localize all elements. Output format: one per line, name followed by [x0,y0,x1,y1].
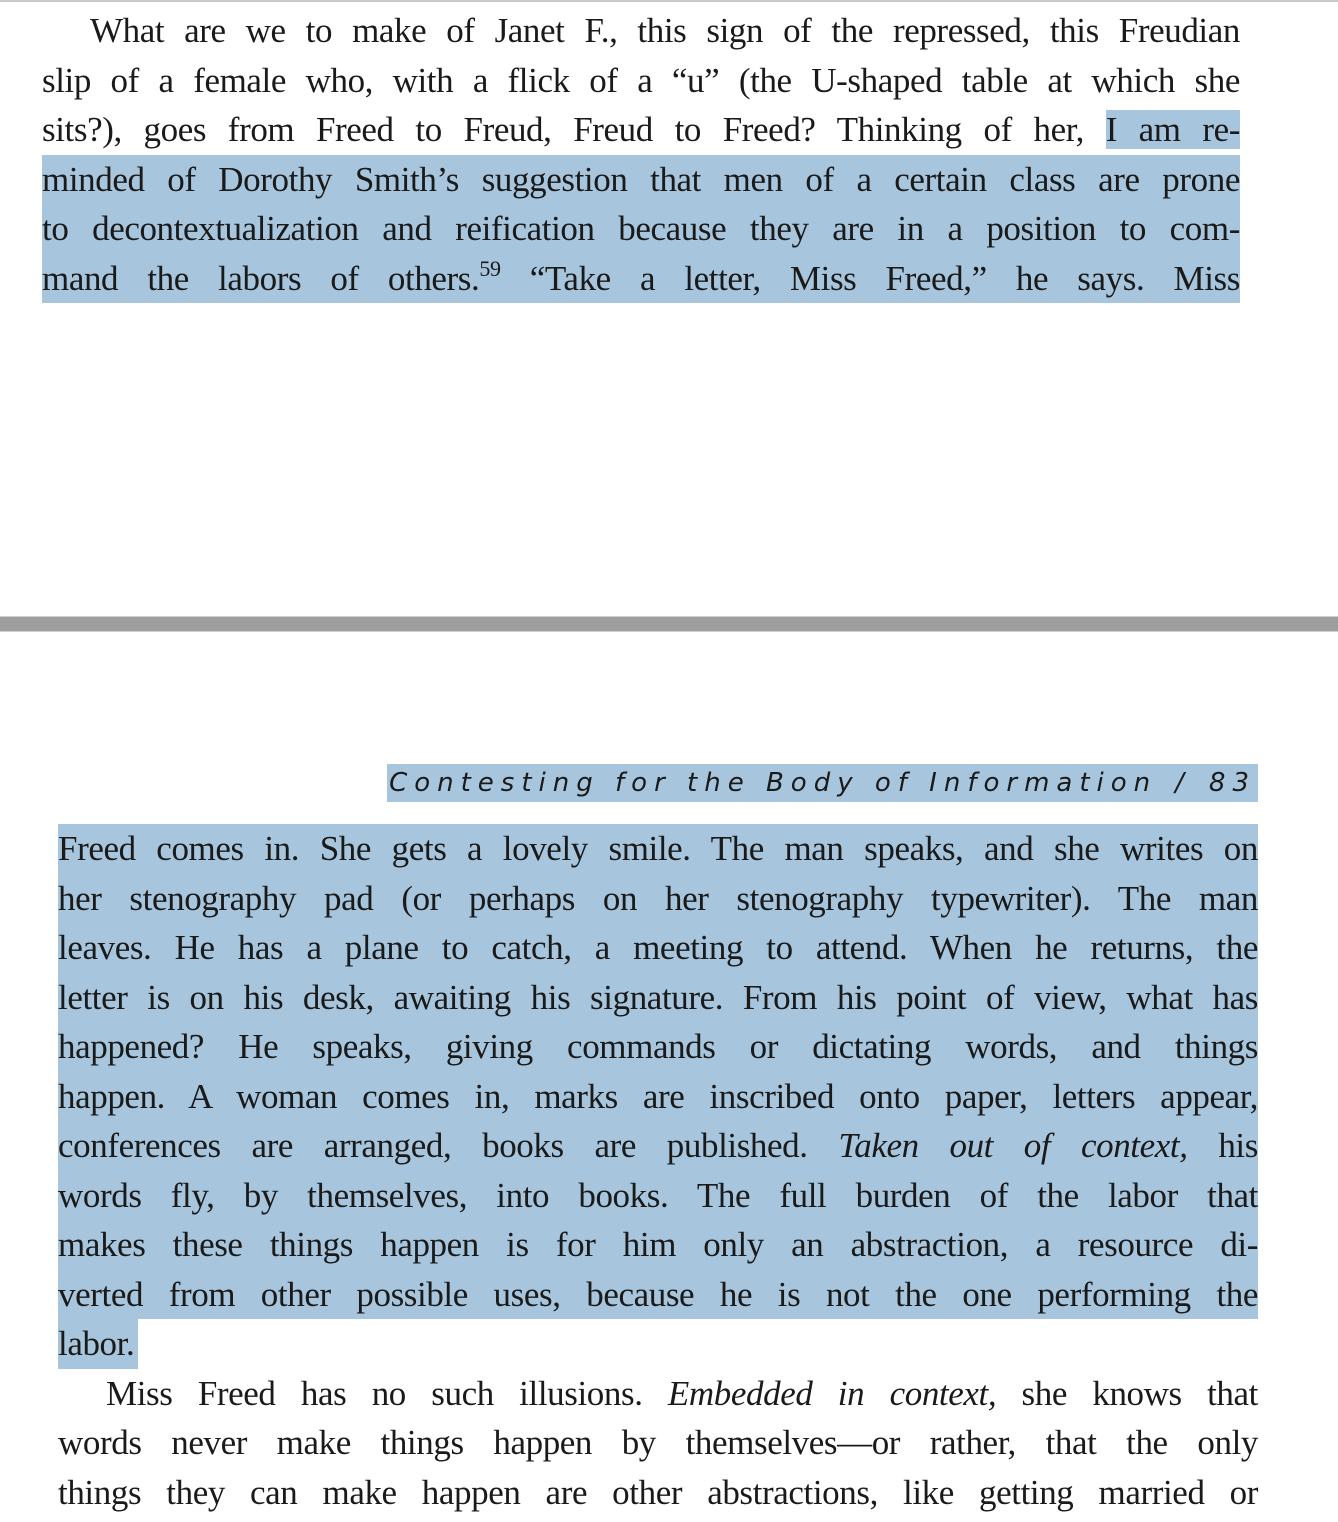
page-number: 83 [1208,768,1256,798]
text-line: Miss Freed has no such illusions. Embedded in context, she knows that [106,1373,1258,1413]
running-head-title: Contesting for the Body of Information [389,768,1158,798]
italic-phrase: Taken out of context, [838,1126,1188,1165]
text-line: sits?), goes from Freed to Freud, Freud to Freed? Thinking of her, I am re- [42,110,1240,149]
text-line-selected: makes these things happen is for him only an abstraction, a resource di- [58,1220,1258,1270]
text-line: things they can make happen are other abstractions, like getting married or [58,1472,1258,1512]
text-line: words never make things happen by themselves—or rather, that the only [58,1423,1258,1462]
page-top-edge [0,0,1338,2]
text-line-selected: conferences are arranged, books are published. Taken out of context, his [58,1121,1258,1171]
page-top [0,0,1338,616]
running-head [387,764,1258,802]
text-line-selected [58,1319,1258,1369]
text-line-selected: verted from other possible uses, because he is not the one performing the [58,1270,1258,1320]
text-line-selected: to decontextualization and reification because they are in a position to com- [42,204,1240,254]
text-line-selected: minded of Dorothy Smith’s suggestion that men of a certain class are prone [42,155,1240,205]
running-head-separator: / [1175,768,1191,798]
page-separator [0,616,1338,632]
text-line-selected: words fly, by themselves, into books. The full burden of the labor that [58,1171,1258,1221]
text-line-selected: happen. A woman comes in, marks are inscribed onto paper, letters appear, [58,1072,1258,1122]
text-line-selected: Freed comes in. She gets a lovely smile. The man speaks, and she writes on [58,824,1258,874]
text-line-selected: her stenography pad (or perhaps on her stenography typewriter). The man [58,874,1258,924]
text-line-selected: mand the labors of others.$^{59}$ “Take a letter, Miss Freed,” he says. Miss [42,254,1240,304]
text-line-selected: happened? He speaks, giving commands or dictating words, and things [58,1022,1258,1072]
top-page-text[interactable] [42,6,1240,303]
text-line-selected: leaves. He has a plane to catch, a meeting to attend. When he returns, the [58,923,1258,973]
text-selection-end: labor. [58,1319,138,1369]
text-line: What are we to make of Janet F., this sign of the repressed, this Freudian [90,11,1240,50]
text-line-selected: letter is on his desk, awaiting his signature. From his point of view, what has [58,973,1258,1023]
page-bottom [0,632,1338,1522]
footnote-marker[interactable]: 59 [479,255,501,281]
text-selection: I am re- [1105,110,1240,149]
bottom-page-text[interactable] [58,824,1258,1517]
italic-phrase: Embedded in context, [667,1373,997,1413]
text-line: slip of a female who, with a flick of a “u” (the U-shaped table at which she [42,60,1240,100]
